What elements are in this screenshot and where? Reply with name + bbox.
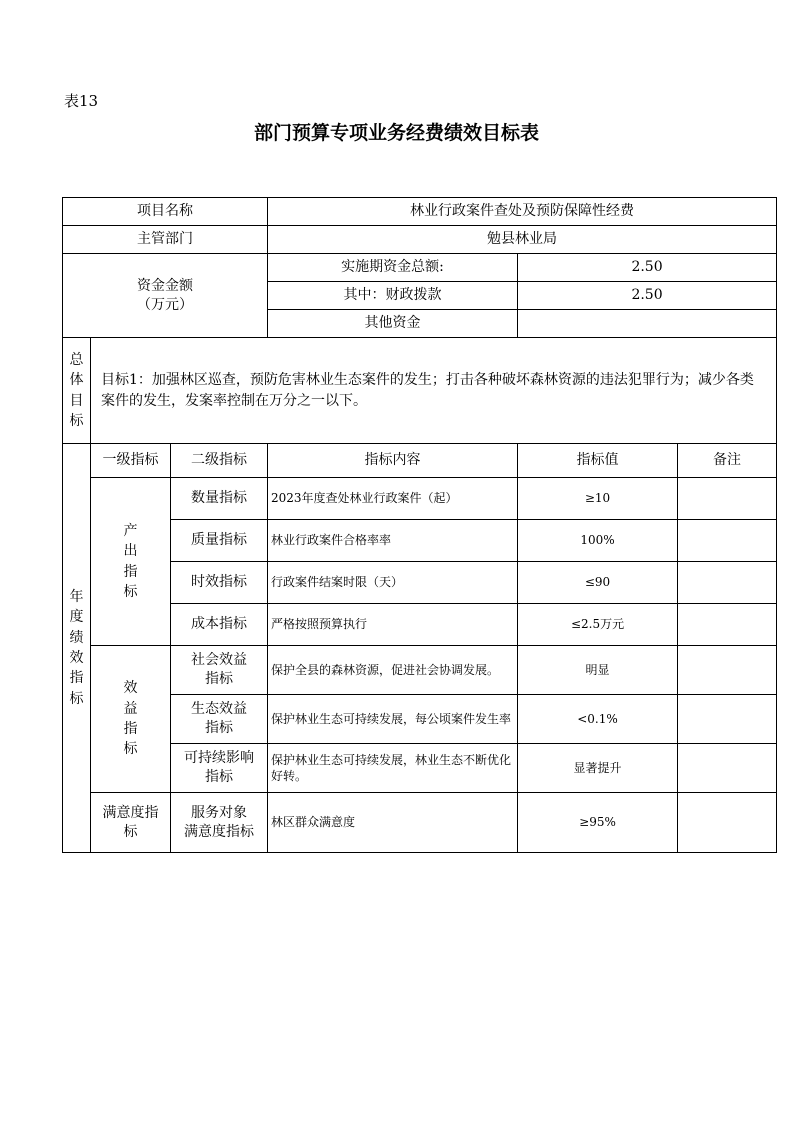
indicator-label-char: 效 [69,650,84,666]
funds-fiscal-label: 其中：财政拨款 [268,282,518,310]
funds-row-total [63,254,777,282]
department-value: 勉县林业局 [268,226,777,254]
table-row [63,695,777,744]
department-label: 主管部门 [63,226,268,254]
funds-other-value [518,310,777,338]
level2-cell [171,793,268,853]
note-cell [678,478,777,520]
content-cell: 严格按照预算执行 [268,604,518,646]
value-cell: ≥10 [518,478,678,520]
note-cell [678,520,777,562]
content-cell: 林区群众满意度 [268,793,518,853]
level2-line: 满意度指标 [184,823,254,840]
level2-cell [171,744,268,793]
group-line: 标 [123,823,138,840]
content-cell: 林业行政案件合格率率 [268,520,518,562]
content-cell: 保护林业生态可持续发展，林业生态不断优化好转。 [268,744,518,793]
goal-label-char: 标 [69,412,84,429]
level2-cell: 时效指标 [171,562,268,604]
indicator-label-char: 标 [69,690,84,707]
group-char: 效 [123,680,138,697]
header-content: 指标内容 [268,444,518,478]
output-indicator-group [91,478,171,646]
funds-fiscal-value: 2.50 [518,282,777,310]
level2-line: 指标 [205,720,233,736]
content-cell: 保护林业生态可持续发展，每公顷案件发生率 [268,695,518,744]
level2-line: 生态效益 [191,701,247,718]
value-cell: ≤2.5万元 [518,604,678,646]
goal-label-char: 总 [69,351,84,368]
indicator-label-char: 度 [69,609,84,626]
funds-label [63,254,268,338]
note-cell [678,646,777,695]
table-row [63,604,777,646]
level2-cell [171,646,268,695]
department-row [63,226,777,254]
group-char: 标 [123,583,138,600]
group-line: 满意度指 [102,804,159,821]
project-name-label: 项目名称 [63,198,268,226]
note-cell [678,744,777,793]
value-cell: 100% [518,520,678,562]
table-row [63,478,777,520]
note-cell [678,562,777,604]
indicator-label-char: 指 [69,670,84,687]
level2-cell: 数量指标 [171,478,268,520]
benefit-indicator-group [91,646,171,793]
content-cell: 2023年度查处林业行政案件（起） [268,478,518,520]
funds-label-line2: （万元） [137,296,193,313]
project-name-row [63,198,777,226]
funds-other-label: 其他资金 [268,310,518,338]
level2-cell: 成本指标 [171,604,268,646]
header-value: 指标值 [518,444,678,478]
value-cell: 显著提升 [518,744,678,793]
note-cell [678,604,777,646]
goal-label [63,338,91,444]
value-cell: <0.1% [518,695,678,744]
group-char: 指 [123,721,138,737]
level2-line: 指标 [205,769,233,785]
group-char: 出 [123,543,138,560]
funds-label-line1: 资金金额 [137,277,193,294]
header-level1: 一级指标 [91,444,171,478]
funds-total-label: 实施期资金总额: [268,254,518,282]
project-name-value: 林业行政案件查处及预防保障性经费 [268,198,777,226]
level2-line: 服务对象 [191,804,247,821]
performance-target-table [62,197,777,853]
table-row [63,562,777,604]
goal-label-char: 目 [69,392,84,409]
annual-indicator-label [63,444,91,853]
group-char: 产 [123,522,138,539]
level2-cell: 质量指标 [171,520,268,562]
table-row [63,520,777,562]
header-note: 备注 [678,444,777,478]
group-char: 益 [123,700,138,717]
goal-text: 目标1：加强林区巡查，预防危害林业生态案件的发生；打击各种破坏森林资源的违法犯罪行为；减少各类案件的发生，发案率控制在万分之一以下。 [91,338,777,444]
level2-cell [171,695,268,744]
header-level2: 二级指标 [171,444,268,478]
content-cell: 保护全县的森林资源，促进社会协调发展。 [268,646,518,695]
level2-line: 可持续影响 [184,750,254,767]
indicator-header-row [63,444,777,478]
group-char: 标 [123,741,138,758]
goal-label-char: 体 [69,372,84,389]
table-row [63,646,777,695]
value-cell: 明显 [518,646,678,695]
indicator-label-char: 年 [69,589,84,606]
table-row [63,793,777,853]
group-char: 指 [123,563,138,580]
content-cell: 行政案件结案时限（天） [268,562,518,604]
table-row [63,744,777,793]
table-number-label: 表13 [64,92,99,110]
goal-row [63,338,777,444]
indicator-label-char: 绩 [69,629,84,646]
satisfaction-indicator-group [91,793,171,853]
level2-line: 社会效益 [191,652,247,669]
funds-total-value: 2.50 [518,254,777,282]
page-title: 部门预算专项业务经费绩效目标表 [253,122,539,144]
level2-line: 指标 [205,671,233,687]
note-cell [678,695,777,744]
value-cell: ≤90 [518,562,678,604]
note-cell [678,793,777,853]
value-cell: ≥95% [518,793,678,853]
